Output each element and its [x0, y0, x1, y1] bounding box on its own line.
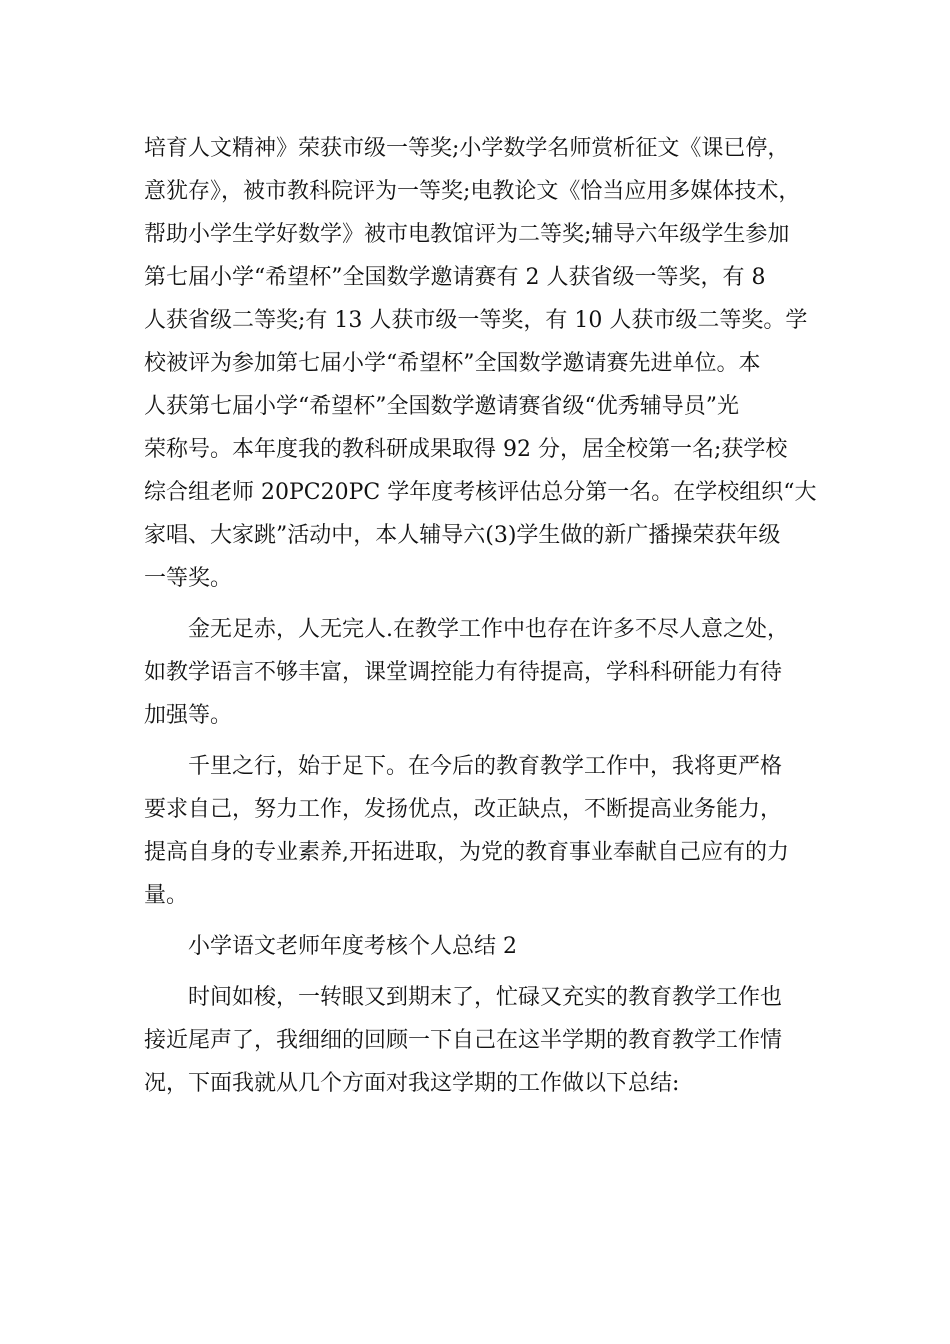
text-line: 荣称号。本年度我的教科研成果取得 92 分，居全校第一名;获学校 [144, 437, 788, 462]
paragraph-shortcomings [144, 608, 834, 737]
text-line: 培育人文精神》荣获市级一等奖;小学数学名师赏析征文《课已停， [144, 136, 790, 161]
text-line: 人获省级二等奖;有 13 人获市级一等奖，有 10 人获市级二等奖。学 [144, 308, 808, 333]
text-line: 意犹存》，被市教科院评为一等奖;电教论文《恰当应用多媒体技术， [144, 179, 801, 204]
text-line: 千里之行，始于足下。在今后的教育教学工作中，我将更严格 [188, 754, 783, 779]
paragraph-future-plans [144, 745, 834, 917]
text-line: 一等奖。 [144, 566, 233, 591]
text-line: 校被评为参加第七届小学“希望杯”全国数学邀请赛先进单位。本 [144, 351, 761, 376]
text-line: 帮助小学生学好数学》被市电教馆评为二等奖;辅导六年级学生参加 [144, 222, 790, 247]
text-line: 况，下面我就从几个方面对我这学期的工作做以下总结: [144, 1071, 680, 1096]
text-line: 如教学语言不够丰富，课堂调控能力有待提高，学科科研能力有待 [144, 660, 783, 685]
section-heading: 小学语文老师年度考核个人总结 2 [188, 934, 517, 959]
text-line: 提高自身的专业素养,开拓进取，为党的教育事业奉献自己应有的力 [144, 840, 789, 865]
text-line: 第七届小学“希望杯”全国数学邀请赛有 2 人获省级一等奖，有 8 [144, 265, 766, 290]
text-line: 时间如梭，一转眼又到期末了，忙碌又充实的教育教学工作也 [188, 985, 783, 1010]
text-line: 金无足赤，人无完人.在教学工作中也存在许多不尽人意之处， [188, 617, 789, 642]
text-line: 量。 [144, 883, 189, 908]
paragraph-intro [144, 976, 834, 1105]
text-line: 加强等。 [144, 703, 233, 728]
text-line: 要求自己，努力工作，发扬优点，改正缺点，不断提高业务能力， [144, 797, 783, 822]
text-line: 人获第七届小学“希望杯”全国数学邀请赛省级“优秀辅导员”光 [144, 394, 739, 419]
document-page [144, 127, 834, 1113]
text-line: 家唱、大家跳”活动中，本人辅导六(3)学生做的新广播操荣获年级 [144, 523, 781, 548]
text-line: 综合组老师 20PC20PC 学年度考核评估总分第一名。在学校组织“大 [144, 480, 817, 505]
paragraph-awards [144, 127, 834, 600]
text-line: 接近尾声了，我细细的回顾一下自己在这半学期的教育教学工作情 [144, 1028, 783, 1053]
